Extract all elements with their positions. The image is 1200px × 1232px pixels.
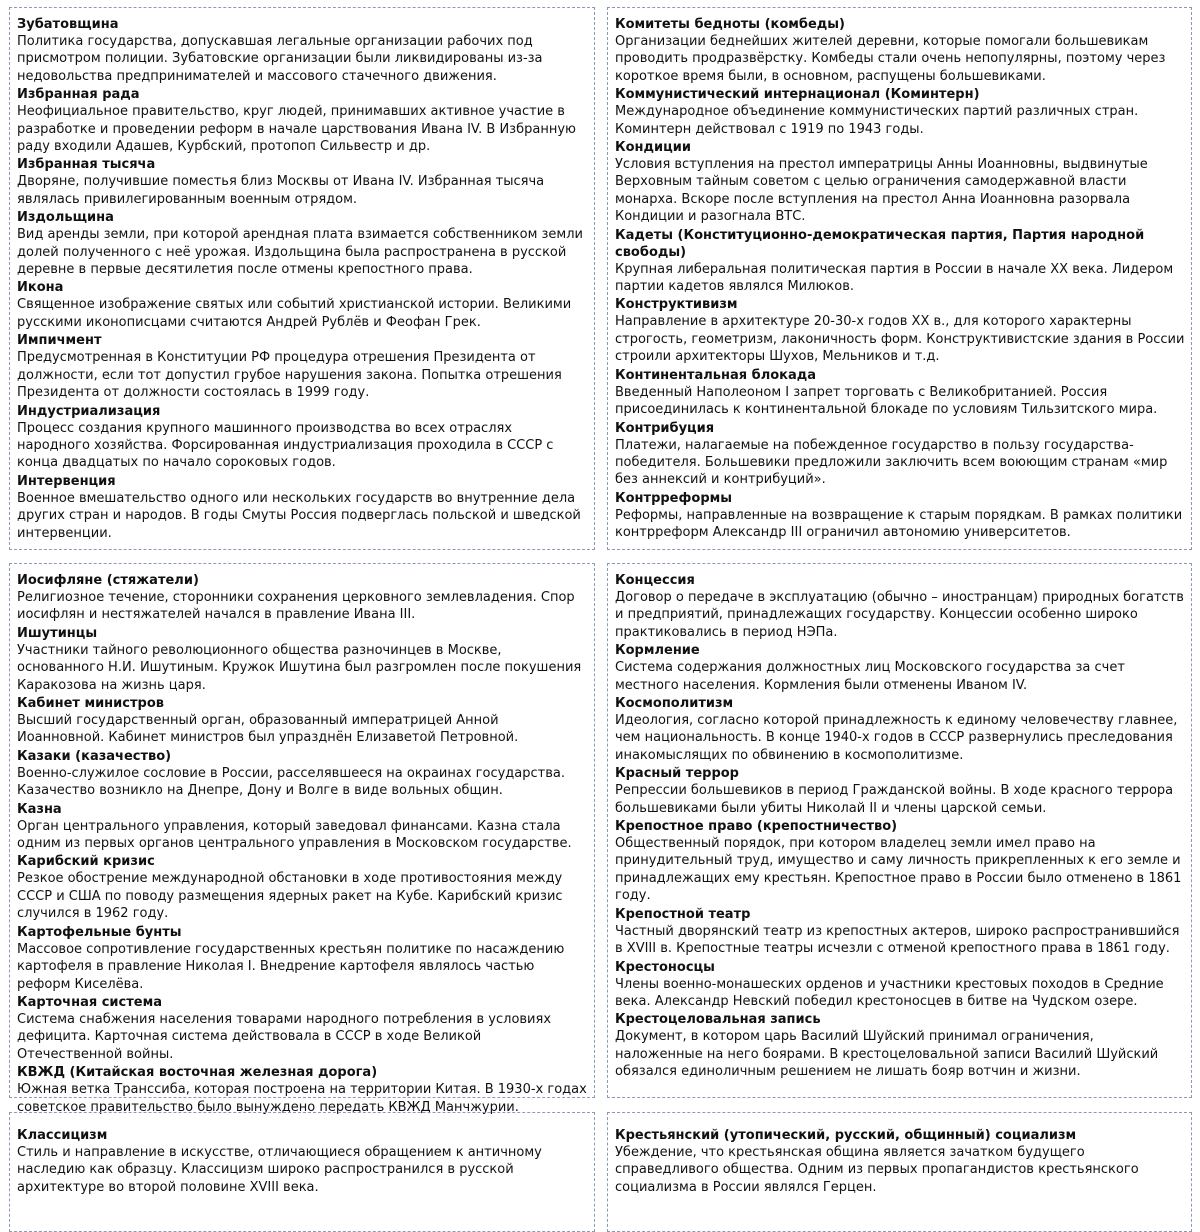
term-title: Концессия — [615, 573, 695, 588]
term-title: Казна — [17, 801, 62, 817]
term-definition: Частный дворянский театр из крепостных актеров, широко распространившийся в XVIII в. Крепостные театры исчезли с отменой крепостного права в 1861 году. — [615, 923, 1180, 957]
term-title: Иосифляне (стяжатели) — [17, 573, 199, 588]
term-entry — [17, 924, 588, 993]
term-definition: Репрессии большевиков в период Гражданской войны. В ходе красного террора большевиками были убиты Николай II и члены царской семьи. — [615, 783, 1174, 816]
term-entry — [615, 959, 1185, 1011]
term-definition: Международное объединение коммунистических партий различных стран. Коминтерн действовал с 1919 по 1943 годы. — [615, 104, 1139, 137]
term-definition: Документ, в котором царь Василий Шуйский принимал ограничения, наложенные на него боярами. В крестоцеловальной записи Василий Шуйский обязался единоличным решением не лишать бояр вотчин и жизни. — [615, 1029, 1159, 1080]
term-title: Кадеты (Конституционно-демократическая партия, Партия народной свободы) — [615, 227, 1145, 260]
term-entry — [17, 279, 588, 331]
term-entry — [17, 86, 588, 155]
term-title: Ишутинцы — [17, 625, 98, 641]
term-definition: Платежи, налагаемые на побежденное государство в пользу государства-победителя. Большевики предложили заключить всем воюющим странам «мир без аннексий и контрибуций». — [615, 437, 1168, 488]
term-entry — [615, 765, 1185, 817]
term-entry — [615, 1127, 1185, 1196]
term-entry — [615, 16, 1185, 85]
term-title: Контрреформы — [615, 490, 733, 506]
term-title: Крепостной театр — [615, 906, 751, 922]
term-entry — [17, 994, 588, 1063]
term-title: Импичмент — [17, 333, 102, 349]
term-entry — [17, 695, 588, 747]
term-definition: Идеология, согласно которой принадлежность к единому человечеству главнее, чем национальность. В конце 1940-х годов в СССР развернулись преследования инакомыслящих по обвинению в космополитизме. — [615, 713, 1178, 763]
term-entry — [17, 209, 588, 278]
term-title: Красный террор — [615, 766, 739, 782]
term-definition: Договор о передаче в эксплуатацию (обычно – иностранцам) природных богатств и предприятий, принадлежащих государству. Концессии особенно широко практиковались в период НЭПа. — [615, 590, 1184, 640]
term-title: Крепостное право (крепостничество) — [615, 819, 898, 835]
term-title: Крестоносцы — [615, 959, 715, 975]
term-title: Икона — [17, 280, 64, 296]
term-entry — [17, 801, 588, 853]
term-entry — [615, 296, 1185, 365]
term-definition: Система содержания должностных лиц Московского государства за счет местного населения. Кормления были отменены Иваном IV. — [615, 660, 1125, 693]
term-entry — [17, 403, 588, 472]
term-entry — [17, 1064, 588, 1116]
term-definition: Военное вмешательство одного или нескольких государств во внутренние дела других стран и народов. В годы Смуты Россия подверглась польской и шведской интервенции. — [17, 490, 581, 541]
term-entry — [615, 1011, 1185, 1080]
term-entry — [17, 748, 588, 800]
term-definition: Процесс создания крупного машинного производства во всех отраслях народного хозяйства. Форсированная индустриализация проходила в СССР с конца двадцатых по начало сороковых годов. — [17, 420, 554, 471]
term-definition: Неофициальное правительство, круг людей, принимавших активное участие в разработке и проведении реформ в начале царствования Ивана IV. В Избранную раду входили Адашев, Курбский, протопоп Сильвестр и др. — [17, 104, 576, 155]
term-title: Конструктивизм — [615, 297, 738, 313]
term-entry — [17, 1127, 588, 1196]
term-entry — [615, 86, 1185, 138]
term-title: Казаки (казачество) — [17, 748, 172, 764]
term-title: Крестоцеловальная запись — [615, 1012, 821, 1028]
term-entry — [17, 16, 588, 85]
term-definition: Военно-служилое сословие в России, расселявшееся на окраинах государства. Казачество возникло на Днепре, Дону и Волге в виде вольных общин. — [17, 765, 565, 799]
term-definition: Система снабжения населения товарами народного потребления в условиях дефицита. Карточная система действовала в СССР в ходе Великой Отечественной войны. — [17, 1011, 552, 1062]
term-definition: Стиль и направление в искусстве, отличающиеся обращением к античному наследию как образцу. Классицизм широко распространился в русской архитектуре во второй половине XVIII века. — [17, 1145, 542, 1195]
term-card-3 — [9, 563, 595, 1115]
term-entry — [615, 642, 1185, 694]
term-definition: Массовое сопротивление государственных крестьян политике по насаждению картофеля в правление Николая I. Внедрение картофеля являлось частью реформ Киселёва. — [17, 941, 565, 992]
term-definition: Предусмотренная в Конституции РФ процедура отрешения Президента от должности, если тот допустил грубое нарушения закона. Попытка отрешения Президента от должности состоялась в 1999 году. — [17, 350, 562, 401]
term-definition: Члены военно-монашеских орденов и участники крестовых походов в Средние века. Александр Невский победил крестоносцев в битве на Чудском озере. — [615, 976, 1164, 1009]
term-entry — [17, 332, 588, 401]
term-definition: Условия вступления на престол императрицы Анны Иоанновны, выдвинутые Верховным тайным советом с целью ограничения самодержавной власти монарха. Вскоре после вступления на престол Анна Иоанновна разорвала Кондиции и разогнала ВТС. — [615, 157, 1148, 225]
term-title: Зубатовщина — [17, 17, 119, 32]
term-definition: Организации беднейших жителей деревни, которые помогали большевикам проводить продразвёрстку. Комбеды стали очень непопулярны, поэтому через короткое время были, в основном, распущены большевиками. — [615, 34, 1166, 84]
term-title: Крестьянский (утопический, русский, общинный) социализм — [615, 1128, 1077, 1143]
term-definition: Высший государственный орган, образованный императрицей Анной Иоанновной. Кабинет министров был упразднён Елизаветой Петровной. — [17, 713, 519, 746]
term-definition: Вид аренды земли, при которой арендная плата взимается собственником земли долей полученного с неё урожая. Издольщина была распространена в русской деревне в первые десятилетия после отмены крепостного права. — [17, 227, 583, 278]
term-definition: Направление в архитектуре 20-30-х годов XX в., для которого характерны строгость, геометризм, лаконичность форм. Конструктивистские здания в России строили архитекторы Шухов, Мельников и т.д. — [615, 314, 1185, 365]
term-entry — [615, 490, 1185, 542]
term-card-5 — [9, 1112, 595, 1232]
term-title: Карточная система — [17, 994, 162, 1010]
term-entry — [615, 818, 1185, 905]
term-entry — [615, 572, 1185, 641]
term-definition: Орган центрального управления, который заведовал финансами. Казна стала одним из первых органов центрального управления в Московском государстве. — [17, 818, 572, 852]
term-card-6 — [607, 1112, 1192, 1232]
term-title: Издольщина — [17, 210, 114, 226]
term-definition: Убеждение, что крестьянская община является зачатком будущего справедливого общества. Одним из первых пропагандистов крестьянского социализма в России являлся Герцен. — [615, 1145, 1139, 1195]
term-title: Коммунистический интернационал (Коминтерн) — [615, 87, 980, 103]
term-title: Классицизм — [17, 1128, 108, 1143]
term-title: Интервенция — [17, 473, 116, 489]
term-title: Космополитизм — [615, 696, 734, 712]
term-entry — [615, 139, 1185, 226]
term-entry — [17, 473, 588, 542]
term-definition: Резкое обострение международной обстановки в ходе противостояния между СССР и США по поводу размещения ядерных ракет на Кубе. Карибский кризис случился в 1962 году. — [17, 871, 563, 922]
term-definition: Дворяне, получившие поместья близ Москвы от Ивана IV. Избранная тысяча являлась привилегированным военным отрядом. — [17, 174, 545, 207]
term-title: Индустриализация — [17, 403, 161, 419]
term-definition: Реформы, направленные на возвращение к старым порядкам. В рамках политики контрреформ Александр III ограничил автономию университетов. — [615, 507, 1183, 541]
term-title: Кондиции — [615, 140, 692, 156]
term-definition: Крупная либеральная политическая партия в России в начале XX века. Лидером партии кадетов являлся Милюков. — [615, 261, 1174, 295]
term-definition: Участники тайного революционного общества разночинцев в Москве, основанного Н.И. Ишутиным. Кружок Ишутина был разгромлен после покушения Каракозова на жизнь царя. — [17, 642, 582, 693]
term-entry — [615, 227, 1185, 296]
term-entry — [615, 367, 1185, 419]
term-title: Кормление — [615, 643, 700, 659]
term-definition: Священное изображение святых или событий христианской истории. Великими русскими иконописцами считаются Андрей Рублёв и Феофан Грек. — [17, 297, 572, 330]
term-entry — [615, 906, 1185, 958]
term-title: Континентальная блокада — [615, 367, 817, 383]
term-definition: Южная ветка Транссиба, которая построена на территории Китая. В 1930-х годах советское правительство было вынуждено передать КВЖД Манчжурии. — [17, 1082, 587, 1115]
term-title: Кабинет министров — [17, 696, 164, 712]
term-title: Избранная тысяча — [17, 157, 156, 173]
term-entry — [17, 625, 588, 694]
term-card-2 — [607, 7, 1192, 550]
term-title: Картофельные бунты — [17, 924, 182, 940]
term-entry — [615, 420, 1185, 489]
term-title: Контрибуция — [615, 420, 715, 436]
term-card-4 — [607, 563, 1192, 1098]
term-title: Комитеты бедноты (комбеды) — [615, 17, 845, 32]
term-card-1 — [9, 7, 595, 550]
term-definition: Религиозное течение, сторонники сохранения церковного землевладения. Спор иосифлян и нестяжателей начался в правление Ивана III. — [17, 590, 575, 623]
term-definition: Политика государства, допускавшая легальные организации рабочих под присмотром полиции. Зубатовские организации были ликвидированы из-за недовольства предпринимателей и массового стачечного движения. — [17, 34, 543, 84]
term-entry — [17, 156, 588, 208]
term-entry — [17, 572, 588, 624]
term-title: Избранная рада — [17, 87, 140, 103]
term-entry — [17, 853, 588, 922]
term-definition: Введенный Наполеоном I запрет торговать с Великобританией. Россия присоединилась к континентальной блокаде по условиям Тильзитского мира. — [615, 384, 1158, 418]
term-definition: Общественный порядок, при котором владелец земли имел право на принудительный труд, имущество и саму личность прикрепленных к его земле и принадлежащих ему крестьян. Крепостное право в России было отменено в 1861 году. — [615, 836, 1182, 904]
term-title: КВЖД (Китайская восточная железная дорога) — [17, 1065, 378, 1081]
term-title: Карибский кризис — [17, 854, 155, 870]
term-entry — [615, 695, 1185, 764]
